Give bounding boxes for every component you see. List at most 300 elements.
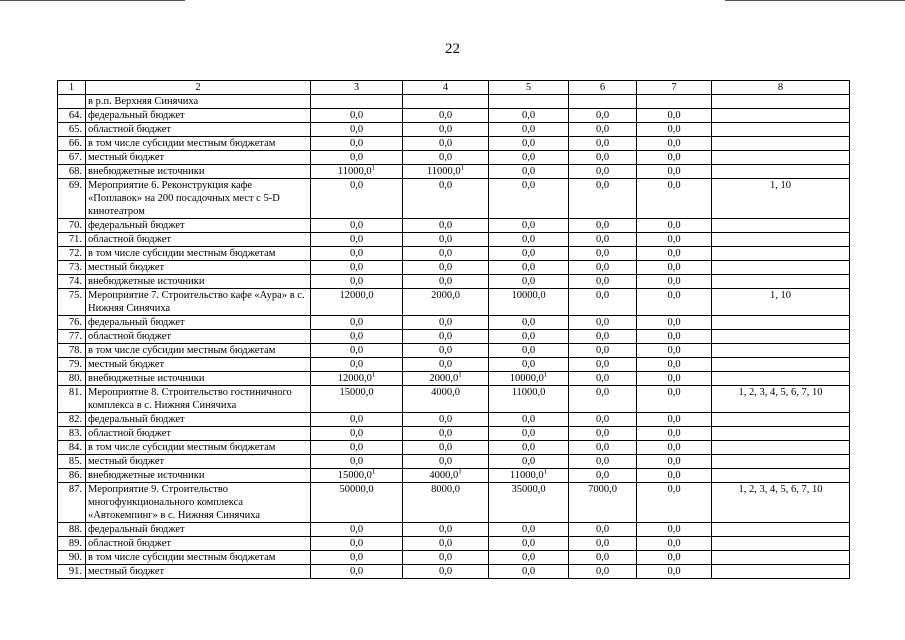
value-text: 0,0	[667, 166, 681, 177]
value-cell	[637, 537, 712, 551]
value-text: 4000,0	[431, 387, 460, 398]
value-cell	[489, 275, 569, 289]
value-text: 0,0	[595, 331, 610, 342]
value-cell	[403, 151, 489, 165]
value-text: 0,0	[438, 124, 453, 135]
value-text: 0,0	[595, 387, 610, 398]
row-name: внебюджетные источники	[86, 275, 311, 289]
value-text: 0,0	[667, 524, 681, 535]
value-text: 0,0	[349, 234, 364, 245]
value-cell	[569, 469, 637, 483]
row-name: в р.п. Верхняя Синячиха	[86, 95, 311, 109]
row-name: в том числе субсидии местным бюджетам	[86, 441, 311, 455]
target-indicators	[712, 275, 850, 289]
value-text: 0,0	[521, 138, 536, 149]
value-text: 0,0	[521, 552, 536, 563]
value-text: 0,0	[595, 138, 610, 149]
value-cell	[489, 165, 569, 179]
value-text: 0,0	[349, 414, 364, 425]
value-cell	[403, 233, 489, 247]
table-row	[58, 275, 850, 289]
value-cell	[403, 455, 489, 469]
value-text: 0,0	[667, 414, 681, 425]
value-text: 0,0	[438, 345, 453, 356]
value-text: 0,0	[521, 248, 536, 259]
row-number: 84.	[58, 441, 86, 455]
value-cell	[569, 330, 637, 344]
value-text: 0,0	[349, 359, 364, 370]
value-text: 0,0	[349, 138, 364, 149]
value-text: 0,0	[595, 414, 610, 425]
table-row	[58, 165, 850, 179]
value-cell	[489, 551, 569, 565]
value-cell	[637, 330, 712, 344]
row-name: местный бюджет	[86, 261, 311, 275]
value-cell	[403, 386, 489, 413]
target-indicators: 1, 2, 3, 4, 5, 6, 7, 10	[712, 483, 850, 523]
value-cell	[311, 316, 403, 330]
value-cell	[311, 95, 403, 109]
value-cell	[569, 413, 637, 427]
footnote-mark: 1	[458, 468, 462, 476]
row-number: 65.	[58, 123, 86, 137]
value-text: 0,0	[667, 428, 681, 439]
value-text: 0,0	[349, 152, 364, 163]
row-name: в том числе субсидии местным бюджетам	[86, 551, 311, 565]
header-row	[58, 81, 850, 95]
value-cell	[569, 123, 637, 137]
value-cell	[637, 123, 712, 137]
value-text: 0,0	[521, 331, 536, 342]
value-text: 0,0	[349, 262, 364, 273]
value-text: 11000,0	[337, 166, 372, 177]
row-number: 87.	[58, 483, 86, 523]
value-text: 0,0	[667, 538, 681, 549]
value-text: 0,0	[521, 234, 536, 245]
row-name: областной бюджет	[86, 427, 311, 441]
value-cell	[637, 469, 712, 483]
table-row	[58, 179, 850, 219]
value-text: 0,0	[438, 414, 453, 425]
value-cell	[311, 441, 403, 455]
value-cell	[311, 123, 403, 137]
value-text: 0,0	[667, 180, 681, 191]
value-cell	[569, 344, 637, 358]
value-cell	[489, 330, 569, 344]
value-cell	[403, 316, 489, 330]
value-cell	[403, 483, 489, 523]
value-text: 0,0	[667, 442, 681, 453]
value-cell	[569, 165, 637, 179]
value-text: 0,0	[521, 442, 536, 453]
value-text: 0,0	[438, 317, 453, 328]
row-name: Мероприятие 8. Строительство гостиничного комплекса в с. Нижняя Синячиха	[86, 386, 311, 413]
target-indicators	[712, 219, 850, 233]
value-text: 0,0	[521, 180, 536, 191]
value-cell	[569, 95, 637, 109]
value-cell	[403, 427, 489, 441]
table-row	[58, 247, 850, 261]
value-text: 0,0	[349, 524, 364, 535]
value-text: 0,0	[438, 456, 453, 467]
value-text: 0,0	[667, 387, 681, 398]
value-text: 0,0	[349, 180, 364, 191]
value-cell	[311, 386, 403, 413]
table-row	[58, 219, 850, 233]
value-text: 0,0	[438, 566, 453, 577]
row-number: 80.	[58, 372, 86, 386]
value-cell	[637, 165, 712, 179]
value-cell	[637, 261, 712, 275]
value-text: 0,0	[521, 359, 536, 370]
value-text: 0,0	[595, 248, 610, 259]
value-text: 0,0	[595, 317, 610, 328]
value-cell	[569, 372, 637, 386]
target-indicators: 1, 10	[712, 289, 850, 316]
table-row	[58, 565, 850, 579]
target-indicators	[712, 123, 850, 137]
value-text: 0,0	[667, 276, 681, 287]
value-cell	[489, 219, 569, 233]
target-indicators	[712, 261, 850, 275]
value-cell	[569, 247, 637, 261]
value-text: 0,0	[438, 552, 453, 563]
target-indicators	[712, 413, 850, 427]
value-text: 0,0	[667, 152, 681, 163]
row-name: местный бюджет	[86, 565, 311, 579]
row-name: местный бюджет	[86, 455, 311, 469]
value-cell	[637, 289, 712, 316]
target-indicators	[712, 330, 850, 344]
value-text: 50000,0	[339, 484, 374, 495]
table-row	[58, 441, 850, 455]
table-row	[58, 483, 850, 523]
value-text: 0,0	[349, 331, 364, 342]
value-cell	[403, 261, 489, 275]
table-row	[58, 358, 850, 372]
value-cell	[637, 233, 712, 247]
value-cell	[569, 219, 637, 233]
value-cell	[637, 372, 712, 386]
value-text: 0,0	[595, 345, 610, 356]
value-cell	[637, 219, 712, 233]
value-cell	[569, 289, 637, 316]
value-text: 0,0	[595, 470, 610, 481]
value-text: 0,0	[521, 566, 536, 577]
top-rule-left	[0, 0, 185, 1]
row-name: Мероприятие 7. Строительство кафе «Аура» в с. Нижняя Синячиха	[86, 289, 311, 316]
target-indicators: 1, 2, 3, 4, 5, 6, 7, 10	[712, 386, 850, 413]
value-text: 0,0	[438, 138, 453, 149]
value-text: 0,0	[521, 166, 536, 177]
value-cell	[569, 261, 637, 275]
value-text: 0,0	[438, 220, 453, 231]
value-text: 0,0	[667, 317, 681, 328]
header-cell: 7	[637, 81, 712, 95]
value-cell	[637, 247, 712, 261]
row-number	[58, 95, 86, 109]
value-text: 0,0	[667, 566, 681, 577]
table-row	[58, 137, 850, 151]
value-text: 0,0	[438, 110, 453, 121]
row-number: 71.	[58, 233, 86, 247]
row-number: 89.	[58, 537, 86, 551]
value-cell	[403, 441, 489, 455]
value-cell	[311, 261, 403, 275]
target-indicators	[712, 427, 850, 441]
value-text: 0,0	[349, 345, 364, 356]
value-cell	[637, 275, 712, 289]
value-text: 0,0	[595, 442, 610, 453]
value-text: 0,0	[521, 110, 536, 121]
value-cell	[403, 537, 489, 551]
value-cell	[403, 330, 489, 344]
row-number: 76.	[58, 316, 86, 330]
footnote-mark: 1	[460, 164, 465, 172]
value-cell	[489, 289, 569, 316]
value-cell	[311, 289, 403, 316]
value-cell	[569, 551, 637, 565]
value-cell	[311, 455, 403, 469]
value-text: 0,0	[438, 442, 453, 453]
value-cell	[311, 413, 403, 427]
value-cell	[311, 165, 403, 179]
value-text: 8000,0	[431, 484, 460, 495]
row-name: федеральный бюджет	[86, 109, 311, 123]
value-text: 0,0	[521, 456, 536, 467]
target-indicators	[712, 537, 850, 551]
table-row	[58, 523, 850, 537]
row-number: 90.	[58, 551, 86, 565]
value-cell	[311, 565, 403, 579]
value-text: 0,0	[667, 552, 681, 563]
row-name: Мероприятие 6. Реконструкция кафе «Поплавок» на 200 посадочных мест с 5-D кинотеатром	[86, 179, 311, 219]
value-text: 11000,0	[509, 470, 544, 481]
value-cell	[311, 358, 403, 372]
value-text: 0,0	[349, 220, 364, 231]
value-cell	[569, 109, 637, 123]
value-text: 0,0	[595, 538, 610, 549]
value-text: 0,0	[595, 359, 610, 370]
footnote-mark: 1	[371, 164, 376, 172]
value-cell	[569, 483, 637, 523]
value-cell	[489, 483, 569, 523]
value-cell	[637, 179, 712, 219]
value-cell	[311, 151, 403, 165]
value-cell	[637, 551, 712, 565]
row-name: местный бюджет	[86, 358, 311, 372]
value-cell	[311, 537, 403, 551]
header-cell: 1	[58, 81, 86, 95]
value-text: 0,0	[595, 524, 610, 535]
row-name: федеральный бюджет	[86, 219, 311, 233]
row-number: 91.	[58, 565, 86, 579]
table-row	[58, 344, 850, 358]
row-number: 66.	[58, 137, 86, 151]
target-indicators	[712, 344, 850, 358]
row-name: областной бюджет	[86, 233, 311, 247]
value-text: 0,0	[349, 442, 364, 453]
target-indicators	[712, 165, 850, 179]
value-text: 0,0	[667, 373, 681, 384]
row-number: 69.	[58, 179, 86, 219]
row-name: внебюджетные источники	[86, 372, 311, 386]
table-row	[58, 537, 850, 551]
value-cell	[403, 275, 489, 289]
footnote-mark: 1	[543, 371, 548, 379]
value-cell	[637, 565, 712, 579]
value-cell	[489, 261, 569, 275]
table-row	[58, 261, 850, 275]
row-number: 75.	[58, 289, 86, 316]
value-text: 0,0	[667, 110, 681, 121]
value-cell	[403, 469, 489, 483]
value-text: 0,0	[349, 124, 364, 135]
value-text: 0,0	[595, 234, 610, 245]
row-name: федеральный бюджет	[86, 413, 311, 427]
table-row	[58, 469, 850, 483]
target-indicators	[712, 233, 850, 247]
value-cell	[489, 179, 569, 219]
value-text: 0,0	[595, 124, 610, 135]
value-cell	[311, 275, 403, 289]
value-text: 0,0	[521, 152, 536, 163]
target-indicators	[712, 247, 850, 261]
value-text: 0,0	[667, 234, 681, 245]
value-cell	[311, 233, 403, 247]
row-name: Мероприятие 9. Строительство многофункционального комплекса «Автокемпинг» в с. Нижняя Синячиха	[86, 483, 311, 523]
value-text: 0,0	[438, 331, 453, 342]
value-text: 0,0	[521, 524, 536, 535]
value-cell	[403, 551, 489, 565]
value-text: 12000,0	[337, 373, 372, 384]
value-text: 0,0	[349, 317, 364, 328]
value-cell	[403, 165, 489, 179]
value-text: 0,0	[667, 456, 681, 467]
value-cell	[637, 386, 712, 413]
value-text: 0,0	[595, 373, 610, 384]
value-cell	[569, 523, 637, 537]
value-cell	[489, 523, 569, 537]
table-row	[58, 289, 850, 316]
row-name: в том числе субсидии местным бюджетам	[86, 247, 311, 261]
row-number: 74.	[58, 275, 86, 289]
budget-table	[57, 80, 850, 579]
value-text: 0,0	[667, 290, 681, 301]
value-text: 0,0	[349, 566, 364, 577]
value-cell	[311, 344, 403, 358]
row-number: 79.	[58, 358, 86, 372]
value-text: 0,0	[667, 470, 681, 481]
value-cell	[403, 247, 489, 261]
row-name: областной бюджет	[86, 330, 311, 344]
footnote-mark: 1	[371, 371, 376, 379]
value-text: 0,0	[349, 248, 364, 259]
value-cell	[403, 372, 489, 386]
table-row	[58, 386, 850, 413]
value-cell	[569, 565, 637, 579]
row-name: областной бюджет	[86, 537, 311, 551]
value-text: 0,0	[595, 566, 610, 577]
target-indicators	[712, 455, 850, 469]
value-text: 0,0	[438, 248, 453, 259]
table-row	[58, 330, 850, 344]
target-indicators	[712, 372, 850, 386]
value-text: 2000,0	[429, 373, 459, 384]
value-cell	[569, 427, 637, 441]
value-cell	[403, 95, 489, 109]
value-text: 0,0	[595, 276, 610, 287]
value-cell	[311, 247, 403, 261]
value-cell	[489, 123, 569, 137]
value-text: 0,0	[595, 166, 610, 177]
value-text: 4000,0	[429, 470, 459, 481]
row-number: 78.	[58, 344, 86, 358]
value-cell	[311, 179, 403, 219]
table-row	[58, 455, 850, 469]
value-text: 0,0	[595, 428, 610, 439]
header-cell: 4	[403, 81, 489, 95]
row-name: федеральный бюджет	[86, 316, 311, 330]
header-cell: 6	[569, 81, 637, 95]
value-cell	[311, 219, 403, 233]
value-cell	[637, 137, 712, 151]
value-text: 15000,0	[337, 470, 372, 481]
table-row	[58, 151, 850, 165]
value-cell	[489, 316, 569, 330]
value-cell	[637, 95, 712, 109]
value-cell	[569, 233, 637, 247]
footnote-mark: 1	[543, 468, 548, 476]
value-text: 0,0	[667, 262, 681, 273]
value-cell	[637, 316, 712, 330]
table-row	[58, 551, 850, 565]
value-text: 0,0	[349, 428, 364, 439]
value-text: 0,0	[521, 124, 536, 135]
header-cell: 2	[86, 81, 311, 95]
value-cell	[637, 344, 712, 358]
value-cell	[403, 123, 489, 137]
value-cell	[311, 523, 403, 537]
value-cell	[489, 565, 569, 579]
value-cell	[311, 137, 403, 151]
value-text: 11000,0	[426, 166, 461, 177]
row-number: 83.	[58, 427, 86, 441]
value-cell	[403, 358, 489, 372]
row-number: 77.	[58, 330, 86, 344]
target-indicators	[712, 469, 850, 483]
header-cell: 5	[489, 81, 569, 95]
value-cell	[489, 151, 569, 165]
target-indicators	[712, 137, 850, 151]
value-cell	[403, 109, 489, 123]
value-text: 0,0	[521, 262, 536, 273]
value-cell	[403, 179, 489, 219]
table-row	[58, 413, 850, 427]
value-text: 0,0	[521, 276, 536, 287]
value-cell	[569, 179, 637, 219]
value-text: 0,0	[438, 152, 453, 163]
value-cell	[311, 330, 403, 344]
value-cell	[569, 316, 637, 330]
value-cell	[569, 441, 637, 455]
value-text: 2000,0	[431, 290, 460, 301]
table-row	[58, 372, 850, 386]
target-indicators: 1, 10	[712, 179, 850, 219]
value-cell	[489, 109, 569, 123]
value-text: 0,0	[595, 456, 610, 467]
value-text: 0,0	[349, 552, 364, 563]
